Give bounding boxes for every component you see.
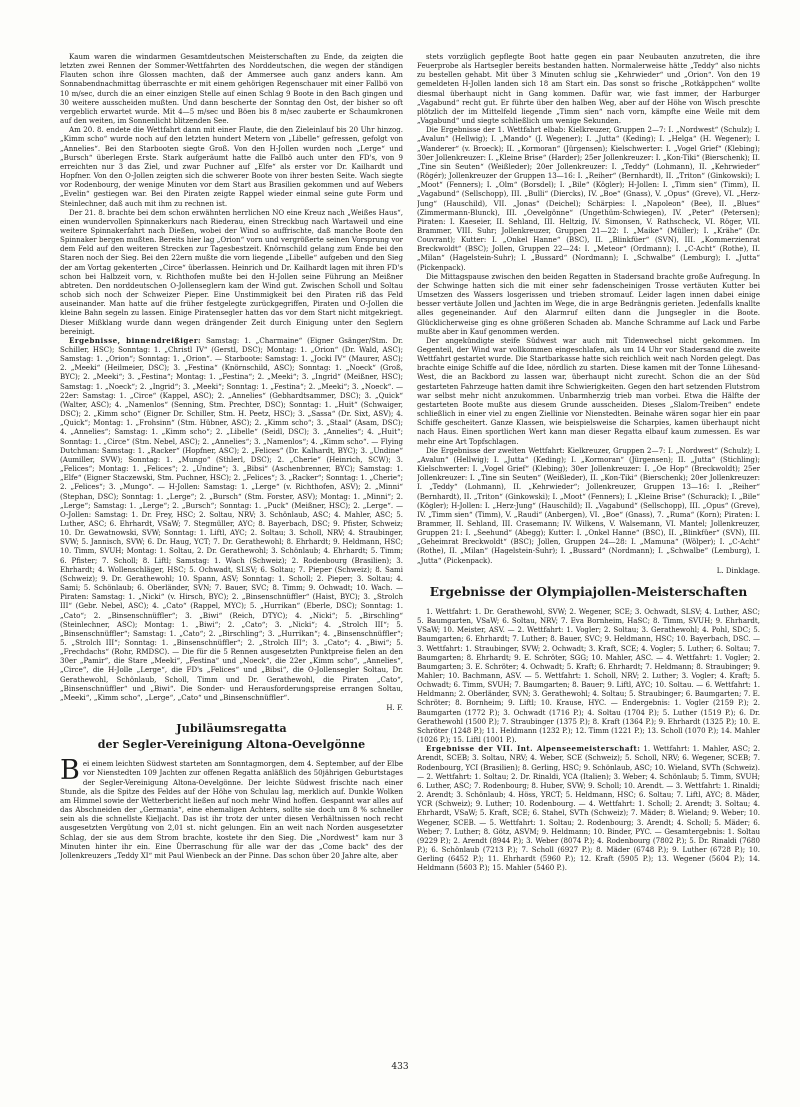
page-number: 433 <box>391 1062 409 1072</box>
alpensee-label: Ergebnisse der VII. Int. Alpenseemeisterschaft: <box>426 744 641 754</box>
heading-subtitle: der Segler-Vereinigung Altona-Oevelgönne <box>97 738 366 752</box>
olympia-results: 1. Wettfahrt: 1. Dr. Gerathewohl, SVW; 2. Wegener, SCE; 3. Ochwadt, SLSV; 4. Luther, ASC; 5. Baumgarten, VSaW; 6. Soltau, NRV; 7. Eva Bornheim, HaSC; 8. Timm, SVUH; 9. Ehrhardt, VSaW; 10. Meister, ASV. — 2. Wettfahrt: 1. Vogler; 2. Soltau; 3. Gerathewohl; 4. Pohl, SDC; 5. Baumgarten; 6. Ehrhardt; 7. Luther; 8. Bauer, SVC; 9. Heldmann, HSC; 10. Bayerbach, DSC. — 3. Wettfahrt: 1. Straubinger, SVW; 2. Ochwadt; 3. Kraft, SCE; 4. Vogler; 5. Luther; 6. Soltau; 7. Baumgarten; 8. Ehrhardt; 9. E. Schröter, SGG; 10. Mahler, ASC. — 4. Wettfahrt: 1. Vogler; 2. Baumgarten; 3. E. Schröter; 4. Ochwadt; 5. Kraft; 6. Ehrhardt; 7. Heldmann; 8. Straubinger; 9. Mahler; 10. Bachmann, ASV. — 5. Wettfahrt: 1. Scholl, NRV; 2. Luther; 3. Vogler; 4. Kraft; 5. Ochwadt; 6. Timm, SVUH; 7. Baumgarten; 8. Bauer; 9. Liftl, AYC; 10. Soltau. — 6. Wettfahrt: 1. Heldmann; 2. Oberländer, SVN; 3. Gerathewohl; 4. Soltau; 5. Straubinger; 6. Baumgarten; 7. E. Schröter; 8. Bornheim; 9. Liftl; 10. Krause, HYC. — Endergebnis: 1. Vogler (2159 P.); 2. Baumgarten (1772 P.); 3. Ochwadt (1716 P.); 4. Soltau (1704 P.); 5. Luther (1519 P.); 6. Dr. Gerathewohl (1500 P.); 7. Straubinger (1375 P.); 8. Kraft (1364 P.); 9. Ehrhardt (1325 P.); 10. E. Schröter (1248 P.); 11. Heldmann (1232 P.); 12. Timm (1221 P.); 13. Scholl (1070 P.); 14. Mahler (1026 P.); 15. Liftl (1001 P.). <box>417 606 760 745</box>
results-label: Ergebnisse, binnendreißiger: <box>69 335 202 345</box>
author-signature: L. Dinklage. <box>716 565 760 575</box>
alpensee-results <box>417 744 760 872</box>
intro-paragraph: Der 21. 8. brachte bei dem schon erwähnten herrlichen NO eine Kreuz nach „Weißes Haus“, einen wundervollen Spinnakerkurs nach Riederau, einen Streckbug nach Wartaweil und eine weitere Spinnakerfahrt nach Dießen, wobei der Wind so auffrischte, daß manche Boote den Spinnaker bergen mußten. Bereits hier lag „Orion“ vorn und vergrößerte seinen Vorsprung vor dem Feld auf den weiteren Strecken zur Tagesbestzeit. Knörnschild gelang zum Ende bei den Staren noch der Sieg. Bei den 22ern mußte die vorn liegende „Libelle“ aufgeben und den Sieg der am Vortag gekenterten „Circe“ überlassen. Heinrich und Dr. Kailhardt lagen mit ihren FD's schon bei Halbzeit vorn, v. Richthofen mußte bei den H-Jollen seine Führung an Meißner abtreten. Den norddeutschen O-Jollenseglern kam der Wind gut. Zwischen Scholl und Soltau schob sich noch der Schweizer Pieper. Eine Unstimmigkeit bei den Piraten riß das Feld auseinander. Man hatte auf die früher festgelegte zurückgegriffen, Piraten und O-Jollen die kleine Bahn segeln zu lassen. Einige Piratensegler hatten das vor dem Start nicht mitgekriegt. Dieser Mißklang wurde dann wegen drängender Zeit durch Einigung unter den Seglern bereinigt. <box>60 207 403 336</box>
author-signature: H. F. <box>386 703 403 713</box>
article-heading <box>60 721 403 752</box>
body-paragraph: stets vorzüglich gepflegte Boot hatte gegen ein paar Neubauten anzutreten, die ihre Feuerprobe als Hartsegler bereits bestanden hatten. Normalerweise hätte „Teddy“ also nichts zu bestellen gehabt. Mit über 3 Minuten schlug sie „Kehrwieder“ und „Orion“. Von den 19 gemeldeten H-Jollen landen sich 18 am Start ein. Das sonst so frische „Rotkäppchen“ wollte diesmal überhaupt nicht in Gang kommen. Dafür war, wie fast immer, der Harburger „Vagabund“ recht gut. Er führte über den halben Weg, aber auf der Höhe von Wisch preschte plötzlich der im Mittelfeld liegende „Timm sien“ nach vorn, kämpfte eine Weile mit dem „Vagabund“ und siegte schließlich um wenige Sekunden. <box>417 52 760 126</box>
body-paragraph: Die Ergebnisse der zweiten Wettfahrt: Kielkreuzer, Gruppen 2—7: I. „Nordwest“ (Schulz); I. „Avalun“ (Hellwig); I. „Jutta“ (Keding); I. „Kormoran“ (Jürgensen); II. „Jutta“ (Stichling); Kielschwerter: I. „Vogel Grief“ (Klebing); 30er Jollenkreuzer: I. „Oe Hop“ (Breckwoldt); 25er Jollenkreuzer: I. „Tine sin Seuten“ (Weißleder), II. „Kon-Tiki“ (Bierschenk); 20er Jollenkreuzer: I. „Teddy“ (Lohmann), II. „Kehrwieder“; Jollenkreuzer, Gruppen 13—16: I. „Reiher“ (Bernhardt), II. „Triton“ (Ginkowski); I. „Moot“ (Fenners); I. „Kleine Brise“ (Schurack); I. „Bile“ (Kögler); H-Jollen: I. „Herz-Jung“ (Hauschild); II. „Vagabund“ (Sellschopp), III. „Opus“ (Greve), IV. „Timm sien“ (Timm), V. „Raudi“ (Anbergen), VI. „Boe“ (Gnass), 7. „Ruma“ (Korn); Piraten: I. Brammer, II. Sehland, III. Crasemann; IV. Wilkens, V. Walsemann, VI. Mantel; Jollenkreuzer, Gruppen 21: I. „Seehund“ (Abegg); Kutter: I. „Onkel Hanne“ (BSC), II. „Blinkfüer“ (SVN), III. „Geheimrat Breckwoldt“ (BSC); Jollen, Gruppen 24—28: I. „Mamuna“ (Wölper); I. „C-Acht“ (Rothe), II. „Milan“ (Hagelstein-Suhr); I. „Bussard“ (Nordmann); I. „Schwalbe“ (Lemburg), I. „Jutta“ (Pickenpack). <box>417 445 760 565</box>
olympia-heading: Ergebnisse der Olympiajollen-Meisterschaften <box>429 584 748 599</box>
jubilee-text: ei einem leichten Südwest starteten am Sonntagmorgen, dem 4. September, auf der Elbe vor Nienstedten 109 Jachten zur offenen Regatta anläßlich des 50jährigen Geburtstages der Segler-Vereinigung Altona-Oevelgönne. Der leichte Südwest frischte nach einer Stunde, als die Spitze des Feldes auf der Höhe von Schulau lag, merklich auf. Dunkle Wolken am Himmel sowie der Wetterbericht ließen auf noch mehr Wind hoffen. Gespannt war alles auf das Abschneiden der „Germania“, eine ehemaligen Achters, sollte sie doch um 8 % schneller sein als die schnellste Kieljacht. Das ist ihr trotz der unter diesen Verhältnissen noch recht ausgesetzten Vergütung von 2,01 st. nicht gelungen. Ein an weit nach Norden ausgesetzter Schlag, der sie aus dem Strom brachte, kostete ihr den Sieg. Die „Nordwest“ kam nur 3 Minuten hinter ihr ein. Eine Überraschung für alle war der das „Come back“ des der Jollenkreuzers „Teddy XI“ mit Paul Wienbeck an der Pinne. Das schon über 20 Jahre alte, aber <box>60 759 403 860</box>
left-column <box>60 52 403 1077</box>
results-paragraph <box>60 336 403 702</box>
intro-paragraph: Kaum waren die windarmen Gesamtdeutschen Meisterschaften zu Ende, da zeigten die letzten zwei Rennen der Sommer-Wettfahrten des Norddeutschen, die wegen der ständigen Flauten schon ihre Glossen machten, daß der Ammersee auch ganz anders kann. Am Sonnabendnachmittag überraschte er mit einem gehörigen Regenschauer mit einer Fallbö von 10 m/sec, durch die an einer einzigen Stelle auf einen Schlag 9 Boote in den Bach gingen und 30 weitere ausscheiden mußten. Und dann bescherte der Sonntag den Ost, der bisher so oft vergeblich erwartet wurde. Mit 4—5 m/sec und Böen bis 8 m/sec zauberte er Schaumkronen auf den weiten, im Sonnenlicht blitzenden See. <box>60 52 403 126</box>
jubilee-paragraph <box>60 755 403 860</box>
body-paragraph: Die Ergebnisse der 1. Wettfahrt elbab: Kielkreuzer, Gruppen 2—7: I. „Nordwest“ (Schulz); I. „Avalun“ (Hellwig); I. „Mando“ (J. Wegener); I. „Jutta“ (Keding); I. „Helga“ (H. Wegener); I. „Wanderer“ (v. Broeck); II. „Kormoran“ (Jürgensen); Kielschwerter: I. „Vogel Grief“ (Klebing); 30er Jollenkreuzer: I. „Kleine Brise“ (Harder); 25er Jollenkreuzer: I. „Kon-Tiki“ (Bierschenk); II. „Tine sin Seuten“ (Weißleder); 20er Jollenkreuzer: I. „Teddy“ (Lohmann), II. „Kehrwieder“ (Rögér); Jollenkreuzer der Gruppen 13—16: I. „Reiher“ (Bernhardt), II. „Triton“ (Ginkowski); I. „Moot“ (Fenners); I. „Olm“ (Borsdel); I. „Bile“ (Kögler); H-Jollen: I. „Timm sien“ (Timm), II. „Vagabund“ (Sellschopp), III. „Bulli“ (Diercks), IV. „Boe“ (Gnass), V. „Opus“ (Greve), VI. „Herz-Jung“ (Hauschild), VII. „Jonas“ (Deichel); Schärpies: I. „Napoleon“ (Bee), II. „Blues“ (Zimmermann-Blunck), III. „Oevelgönne“ (Ungethüm-Schwiegen), IV. „Peter“ (Petersen); Piraten: I. Kaeseier, II. Sehland, III. Heltzig, IV. Simonsen, V. Rathscheck, VI. Röger, VII. Brammer, VIII. Suhr; Jollenkreuzer, Gruppen 21—22: I. „Maike“ (Müller); I. „Krähe“ (Dr. Couvrant); Kutter: I. „Onkel Hanne“ (BSC), II. „Blinkfüer“ (SVN), III. „Kommerzienrat Breckwoldt“ (BSC); Jollen, Gruppen 22—24: I. „Meteor“ (Ordmann); I. „C-Acht“ (Rothe), II. „Milan“ (Hagelstein-Suhr); I. „Bussard“ (Nordmann); I. „Schwalbe“ (Lemburg); I. „Jutta“ (Pickenpack). <box>417 125 760 272</box>
results-body: Samstag: 1. „Charmaine“ (Eigner Gsänger/Stm. Dr. Schiller, HSC); Sonntag: 1. „Christl IV“ (Gerstl, DSC); Montag: 1. „Orion“ (Dr. Wald, ASC); Samstag: 1. „Orion“; Sonntag: 1. „Orion“. — Starboote: Samstag: 1. „Jocki IV“ (Maurer, ASC); 2. „Meeki“ (Heilmeier, DSC); 3. „Festina“ (Knörnschild, ASC); Sonntag: 1. „Noeck“ (Groß, BYC); 2. „Meeki“; 3. „Festina“; Montag: 1. „Festina“; 2. „Meeki“; 3. „Ingrid“ (Meißner, HSC); Samstag: 1. „Noeck“; 2. „Ingrid“; 3. „Meeki“; Sonntag: 1. „Festina“; 2. „Meeki“; 3. „Noeck“. — 22er: Samstag: 1. „Circe“ (Kappel, ASC); 2. „Annelies“ (Gebhardtsammer, DSC); 3. „Quick“ (Walter, ASC); 4. „Namenlos“ (Senning, Stm. Prechter, DSC); Sonntag: 1. „Huit“ (Schwaiger, DSC); 2. „Kimm scho“ (Eigner Dr. Schiller, Stm. H. Peetz, HSC); 3. „Sassa“ (Dr. Sixt, ASV); 4. „Quick“; Montag: 1. „Frohsinn“ (Stm. Hübner, ASC); 2. „Kimm scho“; 3. „Staal“ (Asam, DSC); 4. „Annelies“; Samstag: 1. „Kimm scho“; 2. „Libelle“ (Seidl, DSC); 3. „Annelies“; 4. „Huit“; Sonntag: 1. „Circe“ (Stm. Nebel, ASC); 2. „Annelies“; 3. „Namenlos“; 4. „Kimm scho“. — Flying Dutchman: Samstag: 1. „Racker“ (Hopfner, ASC); 2. „Felices“ (Dr. Kalhardt, BYC); 3. „Undine“ (Aumiller, SVW); Sonntag: 1. „Mungo“ (Sthlerl, DSC); 2. „Cherie“ (Heinrich, SCW); 3. „Felices“; Montag: 1. „Felices“; 2. „Undine“; 3. „Bibsi“ (Aschenbrenner, BYC); Samstag: 1. „Elfe“ (Eigner Staczewski, Stm. Puchner, HSC); 2. „Felices“; 3. „Racker“; Sonntag: 1. „Cherie“; 2. „Felices“; 3. „Mungo“. — H-Jollen: Samstag: 1. „Lerge“ (v. Richthofen, ASV); 2. „Minni“ (Stephan, DSC); Sonntag: 1. „Lerge“; 2. „Bursch“ (Stm. Forster, ASV); Montag: 1. „Minni“; 2. „Lerge“; Samstag: 1. „Lerge“; 2. „Bursch“; Sonntag: 1. „Puck“ (Meißner, HSC); 2. „Lerge“. — O-Jollen: Samstag: 1. Dr. Frey, HSC; 2. Soltau, NRV; 3. Schönlaub, ASC; 4. Mahler, ASC; 5. Luther, ASC; 6. Ehrhardt, VSaW; 7. Stegmüller, AYC; 8. Bayerbach, DSC; 9. Pfister, Schweiz; 10. Dr. Gewatnowski, SVW; Sonntag: 1. Liftl, AYC; 2. Soltau; 3. Scholl, NRV; 4. Straubinger, SVW; 5. Jannisch, SVW; 6. Dr. Haug, YCT; 7. Dr. Gerathewohl; 8. Ehrhardt; 9. Heldmann, HSC; 10. Timm, SVUH; Montag: 1. Soltau, 2. Dr. Gerathewohl; 3. Schönlaub; 4. Ehrhardt; 5. Timm; 6. Pfister; 7. Scholl; 8. Liftl; Samstag: 1. Wach (Schweiz); 2. Rodenbourg (Brasilien); 3. Ehrhardt; 4. Wollenschläger, HSC; 5. Ochwadt, SLSV; 6. Soltau; 7. Pieper (Schweiz); 8. Sami (Schweiz); 9. Dr. Gerathewohl; 10. Spann, ASV; Sonntag: 1. Scholl; 2. Pieper; 3. Soltau; 4. Sami; 5. Schönlaub; 6. Oberländer, SVN; 7. Bauer, SVC; 8. Timm; 9. Ochwadt; 10. Wach. — Piraten: Samstag: 1. „Nicki“ (v. Hirsch, BYC); 2. „Binsenschnüffler“ (Haist, BYC); 3. „Strolch III“ (Gebr. Nebel, ASC); 4. „Cato“ (Rappel, MYC); 5. „Hurrikan“ (Eberle, DSC); Sonntag: 1. „Cato“; 2. „Binsenschnüffler“; 3. „Biwi“ (Reich, DTYC); 4. „Nicki“; 5. „Birschling“ (Steinlechner, ASC); Montag: 1. „Biwi“; 2. „Cato“; 3. „Nicki“; 4. „Strolch III“; 5. „Binsenschnüffler“; Samstag: 1. „Cato“; 2. „Birschling“; 3. „Hurrikan“; 4. „Binsenschnüffler“; 5. „Strolch III“; Sonntag: 1. „Binsenschnüffler“; 2. „Strolch III“; 3. „Cato“; 4. „Biwi“; 5. „Frechdachs“ (Rohr, RMDSC). — Die für die 5 Rennen ausgesetzten Punktpreise fielen an den 30er „Pamir“, die Stare „Meeki“, „Festina“ und „Noeck“, die 22er „Kimm scho“, „Annelies“, „Circe“, die H-Jolle „Lerge“, die FD's „Felices“ und „Bibsi“, die O-Jollensegler Soltau, Dr. Gerathewohl, Schönlaub, Scholl, Timm und Dr. Gerathewohl, die Piraten „Cato“, „Binsenschnüffler“ und „Biwi“. Die Sonder- und Herausforderungspreise errangen Soltau, „Meeki“, „Kimm scho“, „Lerge“, „Cato“ und „Binsenschnüffler“. <box>60 335 403 702</box>
right-column <box>417 52 760 1077</box>
heading-title: Jubiläumsregatta <box>176 721 287 736</box>
drop-cap: B <box>60 755 80 787</box>
text-columns <box>60 52 760 1077</box>
intro-paragraph: Am 20. 8. endete die Wettfahrt dann mit einer Flaute, die den Zieleinlauf bis 20 Uhr hinzog. „Kimm scho“ wurde noch auf den letzten hundert Metern von „Libelle“ gefressen, gefolgt von „Annelies“. Bei den Starbooten siegte Groß. Von den H-Jollen wurden noch „Lerge“ und „Bursch“ überlegen Erste. Stark aufgeräumt hatte die Fallbö auch unter den FD's, von 9 erreichten nur 3 das Ziel, und zwar Puchner auf „Elfe“ als erster vor Dr. Kailhardt und Hopfner. Von den O-Jollen zeigten sich die schwerer Boote von ihrer besten Seite. Wach siegte vor Rodenbourg, der wenige Minuten vor dem Start aus Brasilien gekommen und auf Webers „Evelin“ gestiegen war. Bei den Piraten zeigte Rappel wieder einmal seine gute Form und Steinlechner, daß auch mit ihm zu rechnen ist. <box>60 125 403 208</box>
body-paragraph: Der angekündigte steife Südwest war auch mit Tidenwechsel nicht gekommen. Im Gegenteil, der Wind war vollkommen eingeschlafen, als um 14 Uhr vor Stadersand die zweite Wettfahrt gestartet wurde. Die Startbarkasse hatte sich reichlich weit nach Norden gelegt. Das brachte einige Schiffe auf die Idee, nördlich zu starten. Diese kamen mit der Tonne Lühesand-West, die an Backbord zu lassen war, überhaupt nicht zurecht. Schon die an der Süd gestarteten Fahrzeuge hatten damit ihre Schwierigkeiten. Gegen den hart setzenden Flutstrom war selbst mehr nicht anzukommen. Unbarmherzig trieb man vorbei. Etwa die Hälfte der gestarteten Boote mußte aus diesem Grunde ausscheiden. Dieses „Slalom-Treiben“ endete schließlich in einer viel zu engen Ziellinie vor Nienstedten. Beinahe wären sogar hier ein paar Schiffe gescheitert. Ganze Klassen, wie beispielsweise die Scharpies, kamen überhaupt nicht nach Haus. Einen sportlichen Wert kann man dieser Regatta elbauf kaum zumessen. Es war mehr eine Art Topfschlagen. <box>417 335 760 446</box>
body-paragraph: Die Mittagspause zwischen den beiden Regatten in Stadersand brachte große Aufregung. In der Schwinge hatten sich die mit einer sehr fadenscheinigen Trosse vertäuten Kutter bei Umsetzen des Wassers losgerissen und trieben stromauf. Leider lagen innen dabei einige besser vertäute Jollen und Jachten im Wege, die in arge Bedrängnis gerieten. Jedenfalls knallte alles gegeneinander. Auf den Alarmruf eilten dann die Jungsegler in die Boote. Glücklicherweise ging es ohne größeren Schaden ab. Manche Schramme auf Lack und Farbe mußte aber in Kauf genommen werden. <box>417 271 760 336</box>
alpensee-body: 1. Wettfahrt: 1. Mahler, ASC; 2. Arendt, SCEB; 3. Soltau, NRV; 4. Weber, SCE (Schweiz); 5. Scholl, NRV; 6. Wegener, SCEB; 7. Rodenbourg, YCI (Brasilien); 8. Gerling, HSC; 9. Schönlaub, ASC; 10. Wieland, SVTh (Schweiz). — 2. Wettfahrt: 1. Soltau; 2. Dr. Rinaldi, YCA (Italien); 3. Weber; 4. Schönlaub; 5. Timm, SVUH; 6. Luther, ASC; 7. Rodenbourg; 8. Huber, SVW; 9. Scholl; 10. Arendt. — 3. Wettfahrt: 1. Rinaldi; 2. Arendt; 3. Schönlaub; 4. Höss, YRCT; 5. Heldmann, HSC; 6. Soltau; 7. Liftl, AYC; 8. Mäder, YCR (Schweiz); 9. Luther; 10. Rodenbourg. — 4. Wettfahrt: 1. Scholl; 2. Arendt; 3. Soltau; 4. Ehrhardt, VSaW; 5. Kraft, SCE; 6. Stahel, SVTh (Schweiz); 7. Mäder; 8. Wieland; 9. Weber; 10. Wegener, SCEB. — 5. Wettfahrt: 1. Soltau; 2. Rodenbourg; 3. Arendt; 4. Scholl; 5. Mäder; 6. Weber; 7. Luther; 8. Götz, ASVM; 9. Heldmann; 10. Binder, PYC. — Gesamtergebnis: 1. Soltau (9229 P.); 2. Arendt (8944 P.); 3. Weber (8074 P.); 4. Rodenbourg (7802 P.); 5. Dr. Rinaldi (7680 P.); 6. Schönlaub (7213 P.); 7. Scholl (6927 P.); 8. Mäder (6748 P.); 9. Luther (6728 P.); 10. Gerling (6452 P.); 11. Ehrhardt (5960 P.); 12. Kraft (5905 P.); 13. Wegener (5604 P.); 14. Heldmann (5603 P.); 15. Mahler (5460 P.). <box>417 744 760 873</box>
